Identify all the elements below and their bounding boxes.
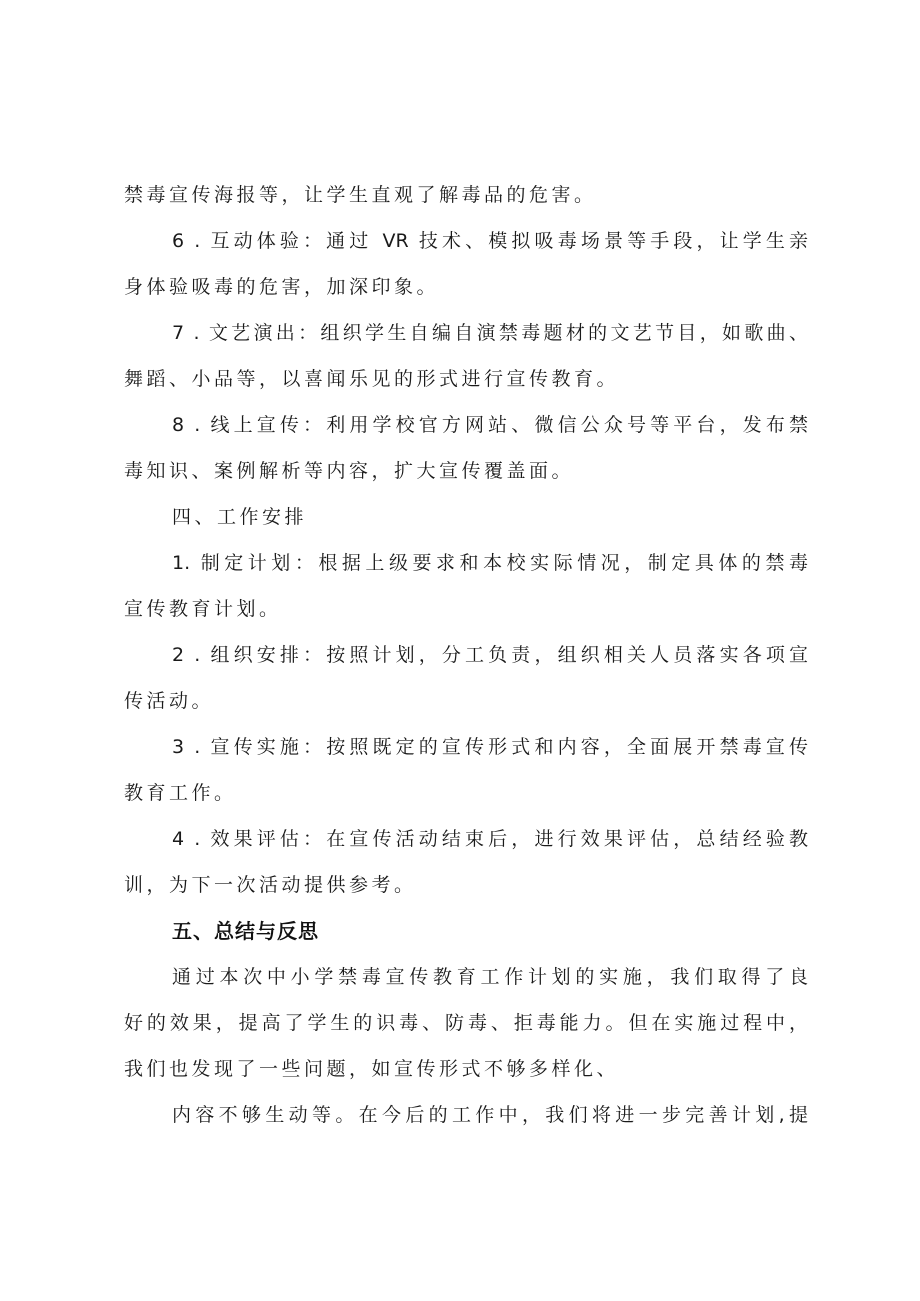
text-line: 舞蹈、小品等，以喜闻乐见的形式进行宣传教育。 xyxy=(124,368,620,390)
plan-item-1: 1. 制定计划：根据上级要求和本校实际情况，制定具体的禁毒 xyxy=(172,552,808,574)
section-heading-5: 五、总结与反思 xyxy=(172,919,319,943)
summary-paragraph-line: 通过本次中小学禁毒宣传教育工作计划的实施，我们取得了良 xyxy=(172,966,808,988)
text-line: 身体验吸毒的危害，加深印象。 xyxy=(124,276,440,298)
plan-item-3: 3 . 宣传实施：按照既定的宣传形式和内容，全面展开禁毒宣传 xyxy=(172,736,808,758)
summary-paragraph-line: 内容不够生动等。在今后的工作中，我们将进一步完善计划,提 xyxy=(172,1104,808,1126)
plan-item-2: 2 . 组织安排：按照计划，分工负责，组织相关人员落实各项宣 xyxy=(172,644,808,666)
summary-paragraph-line: 我们也发现了一些问题，如宣传形式不够多样化、 xyxy=(124,1058,620,1080)
text-line: 毒知识、案例解析等内容，扩大宣传覆盖面。 xyxy=(124,460,575,482)
text-line: 教育工作。 xyxy=(124,782,237,804)
text-line: 传活动。 xyxy=(124,690,215,712)
list-item-6: 6 . 互动体验：通过 VR 技术、模拟吸毒场景等手段，让学生亲 xyxy=(172,230,808,252)
document-body xyxy=(124,172,808,1138)
list-item-7: 7 . 文艺演出：组织学生自编自演禁毒题材的文艺节目，如歌曲、 xyxy=(172,322,808,344)
section-heading-4: 四、工作安排 xyxy=(172,506,308,528)
text-line: 宣传教育计划。 xyxy=(124,598,282,620)
plan-item-4: 4 . 效果评估：在宣传活动结束后，进行效果评估，总结经验教 xyxy=(172,828,808,850)
text-line: 禁毒宣传海报等，让学生直观了解毒品的危害。 xyxy=(124,184,597,206)
text-line: 训，为下一次活动提供参考。 xyxy=(124,874,417,896)
summary-paragraph-line: 好的效果，提高了学生的识毒、防毒、拒毒能力。但在实施过程中， xyxy=(124,1012,808,1034)
list-item-8: 8 . 线上宣传：利用学校官方网站、微信公众号等平台，发布禁 xyxy=(172,414,808,436)
